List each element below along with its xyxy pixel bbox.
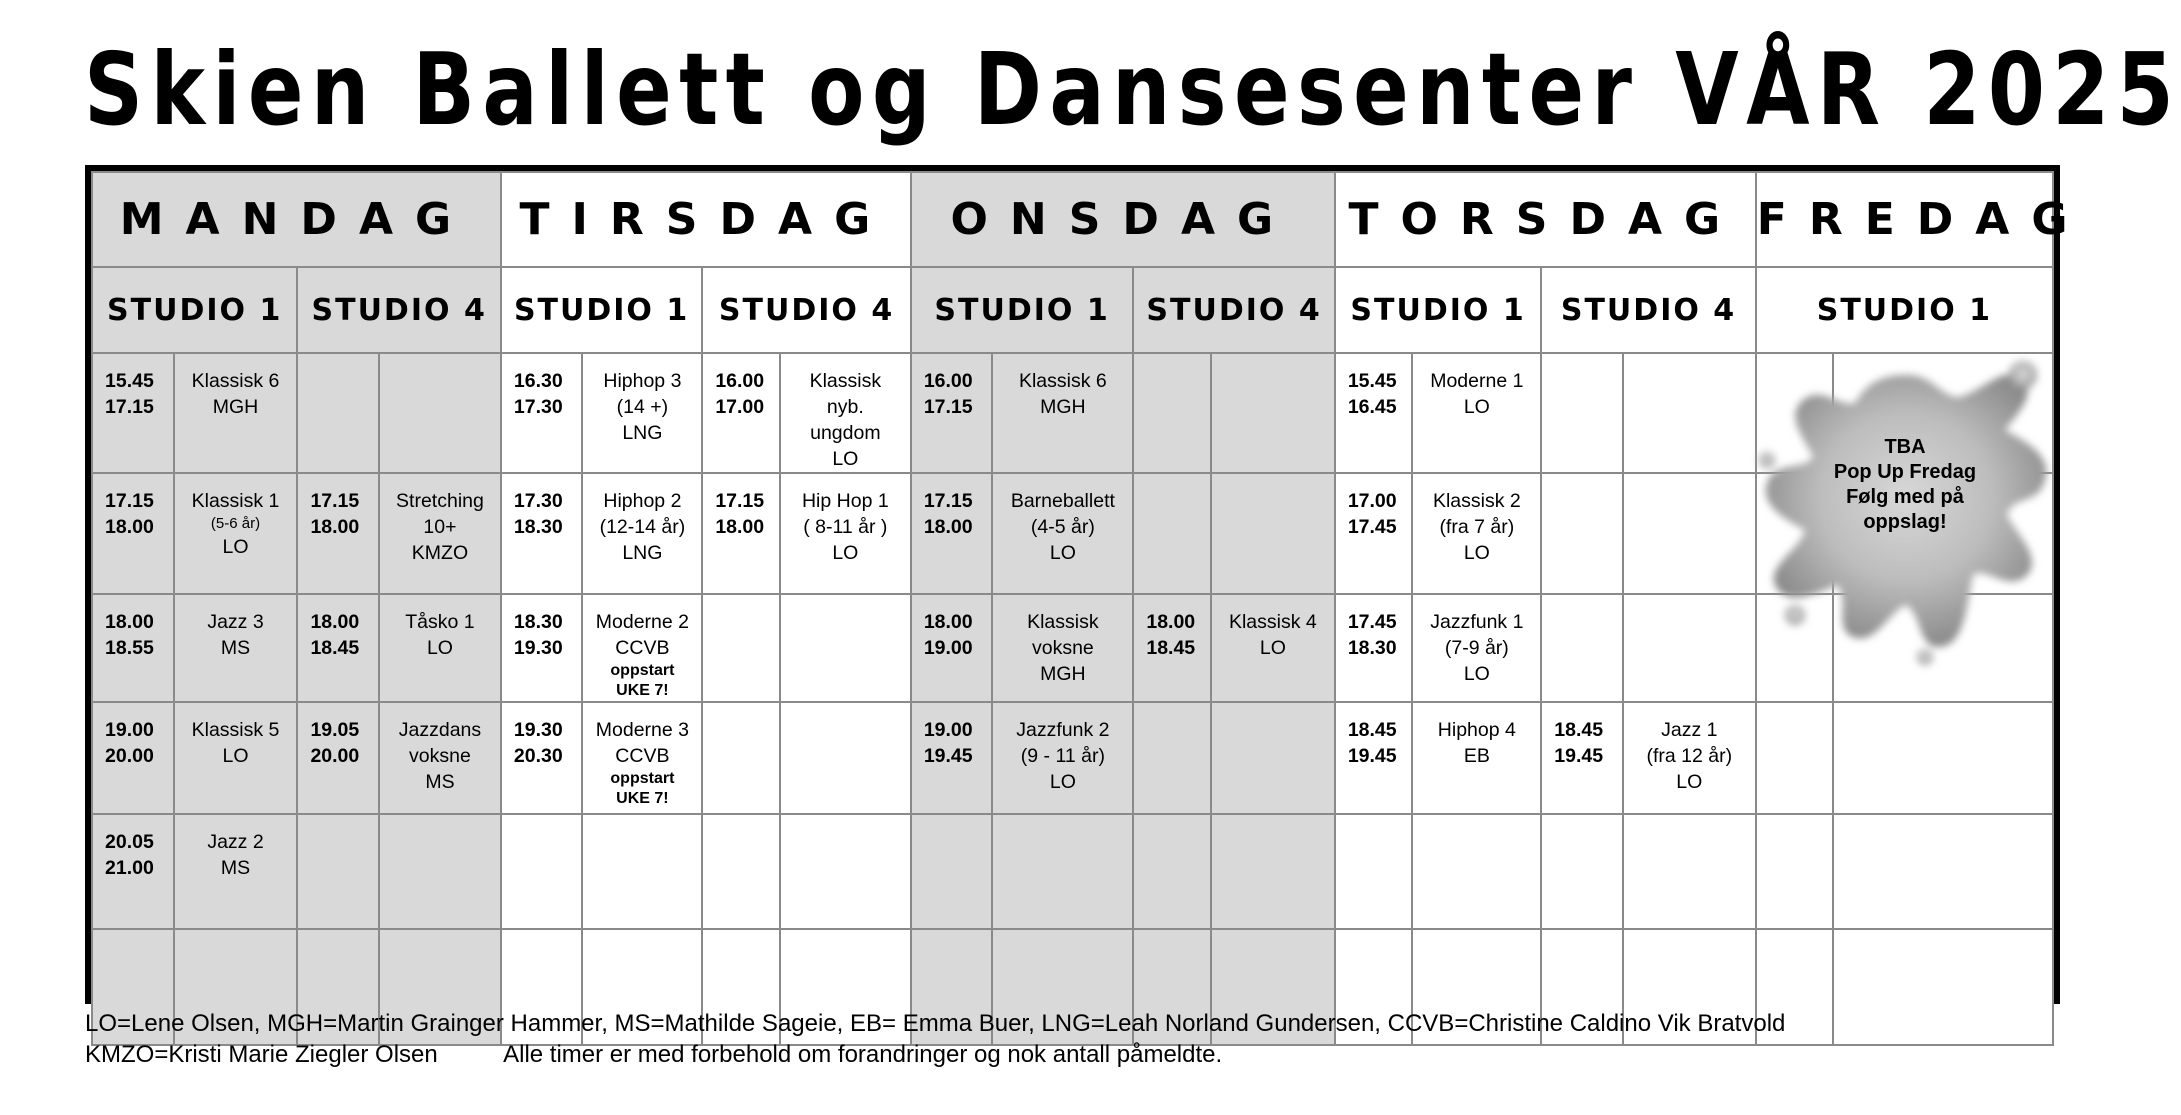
start-time: 15.45 <box>1347 370 1397 392</box>
time-cell <box>1335 594 1413 702</box>
class-name: Klassisk 6 <box>1018 370 1107 392</box>
class-name: Stretching <box>396 490 484 512</box>
start-time: 17.45 <box>1347 611 1397 633</box>
time-cell <box>911 594 993 702</box>
class-detail: MGH <box>1040 663 1086 685</box>
start-time: 18.00 <box>923 611 973 633</box>
day-header-mandag: MANDAG <box>92 172 501 267</box>
class-name: Hiphop 3 <box>603 370 682 392</box>
class-name: Hip Hop 1 <box>801 490 889 512</box>
start-note: oppstart <box>610 662 675 679</box>
class-cell <box>379 473 501 594</box>
schedule-row <box>92 814 2053 929</box>
class-detail: (12-14 år) <box>599 516 686 538</box>
time-cell <box>92 814 174 929</box>
class-name: Tåsko 1 <box>405 611 475 633</box>
class-cell <box>1211 702 1335 814</box>
end-time: 20.00 <box>105 745 154 767</box>
studio-header: STUDIO 1 <box>1335 267 1541 353</box>
class-cell <box>1623 473 1756 594</box>
class-name: Jazz 3 <box>207 611 264 633</box>
time-cell <box>1335 814 1413 929</box>
time-cell <box>297 814 379 929</box>
end-time: 18.55 <box>105 637 154 659</box>
class-name: Moderne 3 <box>595 719 689 741</box>
end-time: 21.00 <box>105 857 154 879</box>
time-cell <box>92 353 174 473</box>
end-time: 18.45 <box>310 637 360 659</box>
class-name: Klassisk <box>1027 611 1099 633</box>
class-cell <box>992 473 1133 594</box>
class-cell <box>1623 353 1756 473</box>
time-cell <box>501 473 583 594</box>
popup-line: oppslag! <box>1863 511 1947 533</box>
time-cell <box>501 702 583 814</box>
start-time: 17.30 <box>513 490 563 512</box>
class-cell <box>174 702 298 814</box>
class-detail: (fra 12 år) <box>1646 745 1733 767</box>
time-cell <box>911 702 993 814</box>
class-cell <box>780 473 911 594</box>
time-cell <box>1133 353 1211 473</box>
class-detail: (4-5 år) <box>1030 516 1095 538</box>
class-detail: MS <box>425 771 455 793</box>
time-cell <box>1335 702 1413 814</box>
class-detail: MGH <box>1040 396 1086 418</box>
class-cell <box>1623 814 1756 929</box>
studio-header: STUDIO 4 <box>702 267 911 353</box>
popup-line: Følg med på <box>1846 486 1964 508</box>
class-cell <box>582 814 702 929</box>
class-detail: LO <box>832 448 859 470</box>
time-cell <box>702 814 780 929</box>
time-cell <box>911 814 993 929</box>
class-name: Moderne 1 <box>1430 370 1524 392</box>
class-detail: LO <box>832 542 859 564</box>
time-cell <box>1133 594 1211 702</box>
class-detail: MS <box>220 637 251 659</box>
time-cell <box>911 353 993 473</box>
start-time: 16.00 <box>715 370 765 392</box>
class-name: Moderne 2 <box>595 611 689 633</box>
class-cell <box>1623 594 1756 702</box>
class-cell <box>992 814 1133 929</box>
time-cell <box>1335 473 1413 594</box>
time-cell <box>92 594 174 702</box>
start-time: 15.45 <box>105 370 154 392</box>
end-time: 18.00 <box>105 516 154 538</box>
studio-header: STUDIO 1 <box>92 267 297 353</box>
start-time: 19.05 <box>310 719 360 741</box>
class-detail: LO <box>1049 771 1076 793</box>
popup-line: TBA <box>1884 436 1926 458</box>
class-detail: LO <box>1049 542 1076 564</box>
class-cell <box>992 594 1133 702</box>
end-time: 19.00 <box>923 637 973 659</box>
class-cell <box>992 353 1133 473</box>
time-cell <box>297 473 379 594</box>
time-cell <box>1133 814 1211 929</box>
start-time: 18.00 <box>310 611 360 633</box>
start-time: 17.15 <box>105 490 154 512</box>
class-detail: LNG <box>622 422 663 444</box>
end-time: 18.00 <box>715 516 765 538</box>
end-time: 19.45 <box>1347 745 1397 767</box>
end-time: 19.45 <box>1554 745 1604 767</box>
start-note: oppstart <box>610 770 675 787</box>
day-header-torsdag: TORSDAG <box>1335 172 1756 267</box>
class-detail: LO <box>1259 637 1286 659</box>
end-time: 17.00 <box>715 396 765 418</box>
time-cell <box>702 473 780 594</box>
time-cell <box>1133 473 1211 594</box>
start-note: UKE 7! <box>616 790 669 807</box>
class-detail: KMZO <box>411 542 469 564</box>
time-cell <box>1541 353 1623 473</box>
disclaimer-text: Alle timer er med forbehold om forandringer og nok antall påmeldte. <box>503 1041 1223 1068</box>
end-time: 17.30 <box>513 396 563 418</box>
class-detail: LO <box>1463 396 1490 418</box>
time-cell <box>297 594 379 702</box>
day-header-onsdag: ONSDAG <box>911 172 1335 267</box>
studio-header: STUDIO 4 <box>1541 267 1756 353</box>
class-cell <box>1623 702 1756 814</box>
time-cell <box>1756 814 1834 929</box>
end-time: 16.45 <box>1347 396 1397 418</box>
time-cell <box>1541 814 1623 929</box>
class-cell <box>174 594 298 702</box>
class-name: Klassisk 1 <box>191 490 280 512</box>
start-time: 19.00 <box>923 719 973 741</box>
start-time: 16.00 <box>923 370 973 392</box>
class-name: Jazzfunk 2 <box>1016 719 1110 741</box>
class-cell <box>992 702 1133 814</box>
start-note: UKE 7! <box>616 682 669 699</box>
class-detail: MGH <box>212 396 259 418</box>
time-cell <box>1335 353 1413 473</box>
time-cell <box>1541 594 1623 702</box>
class-detail: ( 8-11 år ) <box>803 516 888 538</box>
class-detail: voksne <box>1031 637 1094 659</box>
end-time: 18.45 <box>1146 637 1196 659</box>
class-detail: LO <box>1463 542 1490 564</box>
class-detail: LO <box>222 536 249 558</box>
time-cell <box>92 702 174 814</box>
end-time: 18.30 <box>513 516 563 538</box>
start-time: 17.15 <box>923 490 973 512</box>
class-name: Jazz 1 <box>1661 719 1718 741</box>
studio-header: STUDIO 1 <box>1756 267 2053 353</box>
time-cell <box>297 702 379 814</box>
start-time: 17.15 <box>310 490 360 512</box>
studio-header: STUDIO 4 <box>297 267 500 353</box>
class-cell <box>1412 473 1541 594</box>
class-name: Klassisk <box>809 370 882 392</box>
class-detail: LO <box>1676 771 1703 793</box>
start-time: 17.00 <box>1347 490 1397 512</box>
class-detail: voksne <box>409 745 471 767</box>
start-time: 18.00 <box>105 611 154 633</box>
start-time: 18.30 <box>513 611 563 633</box>
schedule-row <box>92 702 2053 814</box>
end-time: 17.15 <box>105 396 154 418</box>
class-cell <box>379 702 501 814</box>
class-name: Jazzdans <box>398 719 482 741</box>
class-cell <box>1412 702 1541 814</box>
class-detail: (9 - 11 år) <box>1020 745 1105 767</box>
time-cell <box>1541 702 1623 814</box>
class-detail: (5-6 år) <box>210 515 261 532</box>
end-time: 17.15 <box>923 396 973 418</box>
end-time: 18.00 <box>923 516 973 538</box>
class-cell <box>379 594 501 702</box>
studio-header: STUDIO 4 <box>1133 267 1334 353</box>
time-cell <box>1541 473 1623 594</box>
class-cell <box>780 702 911 814</box>
start-time: 19.30 <box>513 719 563 741</box>
end-time: 17.45 <box>1347 516 1397 538</box>
popup-line: Pop Up Fredag <box>1833 461 1977 483</box>
class-cell <box>780 814 911 929</box>
class-cell <box>780 594 911 702</box>
time-cell <box>92 473 174 594</box>
start-time: 19.00 <box>105 719 154 741</box>
start-time: 18.45 <box>1347 719 1397 741</box>
class-cell <box>780 353 911 473</box>
class-detail: LO <box>222 745 249 767</box>
class-name: Jazz 2 <box>207 831 264 853</box>
popup-friday-text <box>1795 435 2015 535</box>
time-cell <box>1133 702 1211 814</box>
end-time: 20.30 <box>513 745 563 767</box>
class-name: Klassisk 4 <box>1228 611 1317 633</box>
footer-legend <box>85 1008 1785 1070</box>
class-detail: (fra 7 år) <box>1439 516 1515 538</box>
class-cell <box>582 353 702 473</box>
time-cell <box>1756 702 1834 814</box>
teacher-legend-line1: LO=Lene Olsen, MGH=Martin Grainger Hammer, MS=Mathilde Sageie, EB= Emma Buer, LNG=Leah Norland Gundersen, CCVB=Christine Caldino Vik Bratvold <box>85 1010 1786 1037</box>
class-name: Hiphop 4 <box>1437 719 1516 741</box>
day-header-tirsdag: TIRSDAG <box>501 172 911 267</box>
class-cell <box>1833 929 2053 1045</box>
time-cell <box>702 702 780 814</box>
start-time: 18.45 <box>1554 719 1604 741</box>
class-name: Klassisk 6 <box>191 370 280 392</box>
end-time: 19.45 <box>923 745 973 767</box>
class-name: Klassisk 5 <box>191 719 280 741</box>
class-cell <box>1412 814 1541 929</box>
class-cell <box>379 353 501 473</box>
end-time: 20.00 <box>310 745 360 767</box>
start-time: 16.30 <box>513 370 563 392</box>
start-time: 17.15 <box>715 490 765 512</box>
class-cell <box>1412 594 1541 702</box>
studio-header: STUDIO 1 <box>911 267 1134 353</box>
class-detail: (7-9 år) <box>1444 637 1509 659</box>
class-detail: MS <box>220 857 251 879</box>
class-detail: CCVB <box>615 637 670 659</box>
class-cell <box>1211 353 1335 473</box>
teacher-legend-line2: KMZO=Kristi Marie Ziegler Olsen <box>85 1041 438 1068</box>
class-cell <box>1833 702 2053 814</box>
class-detail: LNG <box>622 542 663 564</box>
class-cell <box>1211 473 1335 594</box>
class-cell <box>174 353 298 473</box>
class-detail: (14 +) <box>616 396 669 418</box>
class-cell <box>1833 814 2053 929</box>
class-detail: ungdom <box>810 422 881 444</box>
class-name: Barneballett <box>1010 490 1115 512</box>
class-cell <box>582 594 702 702</box>
class-cell <box>582 473 702 594</box>
end-time: 19.30 <box>513 637 563 659</box>
time-cell <box>702 353 780 473</box>
class-detail: 10+ <box>423 516 457 538</box>
class-name: Jazzfunk 1 <box>1430 611 1524 633</box>
time-cell <box>501 814 583 929</box>
studio-header: STUDIO 1 <box>501 267 702 353</box>
end-time: 18.00 <box>310 516 360 538</box>
time-cell <box>501 353 583 473</box>
time-cell <box>297 353 379 473</box>
class-cell <box>1211 814 1335 929</box>
class-detail: nyb. <box>826 396 864 418</box>
day-header-fredag: FREDAG <box>1756 172 2053 267</box>
time-cell <box>501 594 583 702</box>
start-time: 18.00 <box>1146 611 1196 633</box>
class-cell <box>379 814 501 929</box>
class-cell <box>174 814 298 929</box>
end-time: 18.30 <box>1347 637 1397 659</box>
class-cell <box>1412 353 1541 473</box>
class-detail: EB <box>1463 745 1490 767</box>
start-time: 20.05 <box>105 831 154 853</box>
class-cell <box>174 473 298 594</box>
class-detail: CCVB <box>615 745 670 767</box>
class-name: Hiphop 2 <box>603 490 682 512</box>
class-cell <box>582 702 702 814</box>
class-detail: LO <box>426 637 453 659</box>
time-cell <box>702 594 780 702</box>
page-title: Skien Ballett og Dansesenter VÅR 2025 <box>84 31 2181 148</box>
class-cell <box>1211 594 1335 702</box>
class-name: Klassisk 2 <box>1432 490 1521 512</box>
class-detail: LO <box>1463 663 1490 685</box>
time-cell <box>911 473 993 594</box>
